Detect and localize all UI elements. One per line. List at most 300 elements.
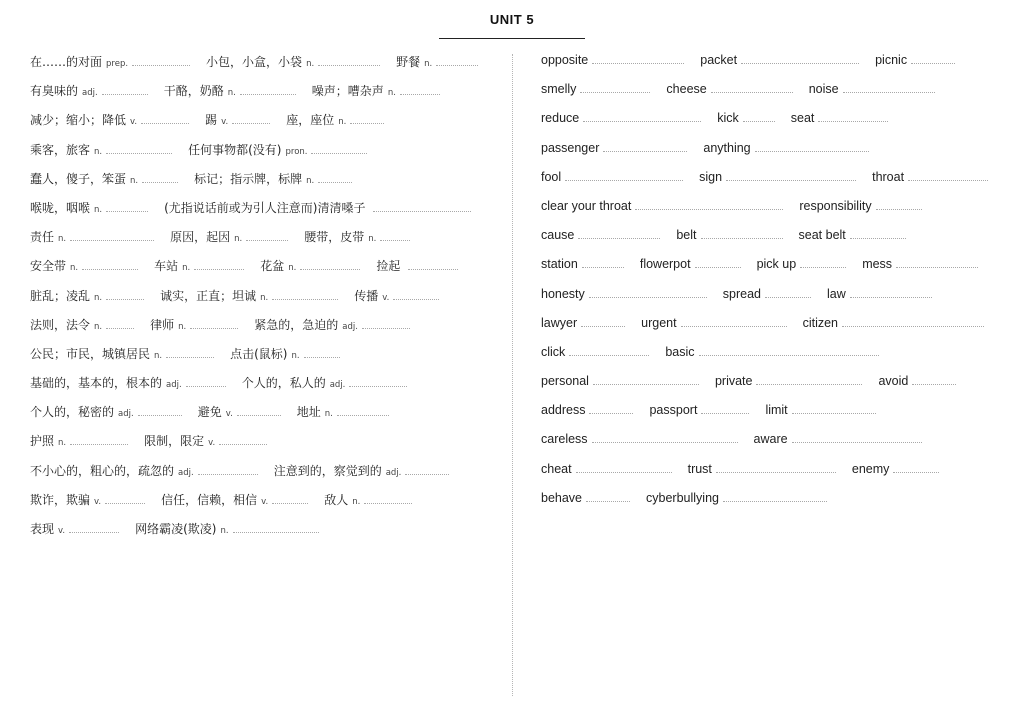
vocab-entry bbox=[827, 287, 932, 301]
vocab-entry bbox=[150, 316, 238, 333]
english-word: belt bbox=[676, 228, 697, 243]
vocab-entry bbox=[799, 228, 906, 242]
answer-blank[interactable] bbox=[70, 231, 154, 241]
vocab-entry bbox=[198, 403, 281, 420]
chinese-meaning: 标记；指示牌，标牌 bbox=[194, 171, 303, 186]
answer-blank[interactable] bbox=[194, 260, 244, 270]
chinese-meaning: 基础的，基本的，根本的 bbox=[30, 376, 163, 391]
vocab-row bbox=[541, 374, 1011, 403]
part-of-speech: v. bbox=[130, 117, 138, 128]
vocab-entry bbox=[170, 228, 288, 245]
chinese-meaning: 座，座位 bbox=[286, 113, 335, 128]
vocab-entry bbox=[30, 345, 214, 362]
vocab-entry bbox=[30, 520, 119, 537]
chinese-meaning: 网络霸凌(欺凌) bbox=[135, 522, 217, 536]
vocab-entry bbox=[260, 257, 360, 274]
english-word: pick up bbox=[756, 257, 797, 272]
part-of-speech: n. bbox=[387, 88, 396, 99]
vocab-entry bbox=[30, 170, 178, 187]
vocab-entry bbox=[809, 82, 935, 96]
english-column bbox=[541, 53, 1011, 520]
answer-blank[interactable] bbox=[699, 346, 879, 356]
chinese-meaning: 律师 bbox=[150, 317, 175, 332]
vocab-entry bbox=[754, 432, 922, 446]
vocab-entry bbox=[700, 53, 859, 67]
chinese-meaning: 蠢人，傻子，笨蛋 bbox=[30, 171, 127, 186]
answer-blank[interactable] bbox=[393, 290, 439, 300]
vocab-row bbox=[541, 82, 1011, 111]
vocab-entry bbox=[757, 257, 847, 271]
answer-blank[interactable] bbox=[896, 258, 978, 268]
english-word: sign bbox=[699, 169, 723, 184]
answer-blank[interactable] bbox=[593, 375, 699, 385]
answer-blank[interactable] bbox=[586, 492, 630, 502]
answer-blank[interactable] bbox=[743, 112, 775, 122]
part-of-speech: v. bbox=[261, 496, 269, 507]
answer-blank[interactable] bbox=[792, 404, 876, 414]
answer-blank[interactable] bbox=[711, 83, 793, 93]
answer-blank[interactable] bbox=[405, 465, 449, 475]
vocab-entry bbox=[312, 82, 440, 99]
english-word: cause bbox=[541, 228, 575, 243]
vocab-row bbox=[30, 520, 500, 549]
answer-blank[interactable] bbox=[850, 288, 932, 298]
vocab-entry bbox=[666, 82, 792, 96]
chinese-meaning: 传播 bbox=[354, 288, 379, 303]
answer-blank[interactable] bbox=[842, 317, 984, 327]
vocab-entry bbox=[30, 462, 258, 479]
chinese-meaning: 乘客，旅客 bbox=[30, 142, 91, 157]
english-word: aware bbox=[753, 432, 788, 447]
vocab-entry bbox=[230, 345, 339, 362]
part-of-speech: v. bbox=[382, 292, 390, 303]
answer-blank[interactable] bbox=[765, 288, 811, 298]
answer-blank[interactable] bbox=[106, 202, 148, 212]
answer-blank[interactable] bbox=[318, 173, 352, 183]
answer-blank[interactable] bbox=[318, 56, 380, 66]
english-word: law bbox=[827, 286, 846, 301]
vocab-entry bbox=[862, 257, 978, 271]
english-word: clear your throat bbox=[541, 198, 632, 213]
vocab-entry bbox=[286, 111, 384, 128]
english-word: citizen bbox=[802, 315, 839, 330]
answer-blank[interactable] bbox=[190, 319, 238, 329]
chinese-meaning: 原因，起因 bbox=[170, 230, 231, 245]
vocab-row bbox=[30, 345, 500, 374]
vocab-entry bbox=[665, 345, 878, 359]
chinese-meaning: 在……的对面 bbox=[30, 55, 103, 69]
vocab-entry bbox=[154, 257, 244, 274]
vocab-entry bbox=[30, 111, 189, 128]
chinese-meaning: 减少；缩小；降低 bbox=[30, 113, 127, 128]
part-of-speech: adj. bbox=[118, 409, 134, 420]
vocab-row bbox=[541, 432, 1011, 461]
vocab-row bbox=[30, 403, 500, 432]
answer-blank[interactable] bbox=[876, 200, 922, 210]
chinese-meaning: 法则，法令 bbox=[30, 317, 91, 332]
english-word: basic bbox=[665, 344, 695, 359]
english-word: limit bbox=[765, 403, 788, 418]
english-word: mess bbox=[862, 257, 893, 272]
chinese-meaning: 踢 bbox=[205, 113, 218, 128]
answer-blank[interactable] bbox=[373, 202, 471, 212]
vocab-entry bbox=[541, 316, 625, 330]
part-of-speech: adj. bbox=[82, 88, 98, 99]
answer-blank[interactable] bbox=[102, 85, 148, 95]
answer-blank[interactable] bbox=[581, 317, 625, 327]
vocab-entry bbox=[649, 403, 749, 417]
title-underline bbox=[439, 38, 585, 39]
vocab-row bbox=[30, 432, 500, 461]
vocab-entry bbox=[188, 141, 367, 158]
vocab-entry bbox=[30, 491, 145, 508]
part-of-speech: n. bbox=[58, 438, 67, 449]
part-of-speech: n. bbox=[291, 350, 300, 361]
vocab-entry bbox=[852, 462, 940, 476]
answer-blank[interactable] bbox=[337, 406, 389, 416]
vocab-row bbox=[541, 287, 1011, 316]
chinese-meaning: 敌人 bbox=[324, 492, 349, 507]
answer-blank[interactable] bbox=[246, 231, 288, 241]
vocab-entry bbox=[723, 287, 811, 301]
chinese-meaning: 欺诈，欺骗 bbox=[30, 492, 91, 507]
answer-blank[interactable] bbox=[580, 83, 650, 93]
answer-blank[interactable] bbox=[565, 171, 683, 181]
answer-blank[interactable] bbox=[908, 171, 988, 181]
answer-blank[interactable] bbox=[893, 463, 939, 473]
answer-blank[interactable] bbox=[756, 375, 862, 385]
vocab-entry bbox=[194, 170, 352, 187]
vocab-row bbox=[30, 316, 500, 345]
part-of-speech: n. bbox=[288, 263, 297, 274]
english-word: private bbox=[714, 374, 753, 389]
vocab-entry bbox=[541, 345, 649, 359]
vocab-row bbox=[30, 82, 500, 111]
part-of-speech: n. bbox=[178, 321, 187, 332]
english-word: careless bbox=[541, 432, 588, 447]
part-of-speech: n. bbox=[94, 292, 103, 303]
chinese-meaning: 地址 bbox=[296, 405, 321, 420]
vocab-entry bbox=[30, 403, 182, 420]
english-word: seat belt bbox=[798, 228, 846, 243]
english-word: fool bbox=[541, 169, 562, 184]
chinese-meaning: 不小心的，粗心的，疏忽的 bbox=[30, 463, 175, 478]
answer-blank[interactable] bbox=[82, 260, 138, 270]
answer-blank[interactable] bbox=[240, 85, 296, 95]
vocab-entry bbox=[765, 403, 875, 417]
english-word: enemy bbox=[851, 461, 890, 476]
english-word: avoid bbox=[878, 374, 909, 389]
answer-blank[interactable] bbox=[701, 229, 783, 239]
answer-blank[interactable] bbox=[106, 144, 172, 154]
answer-blank[interactable] bbox=[380, 231, 410, 241]
english-word: anything bbox=[703, 140, 751, 155]
chinese-meaning: 公民；市民，城镇居民 bbox=[30, 346, 151, 361]
part-of-speech: n. bbox=[70, 263, 79, 274]
page-title: UNIT 5 bbox=[489, 12, 535, 27]
english-word: packet bbox=[700, 53, 738, 67]
chinese-meaning: 腰带，皮带 bbox=[304, 230, 365, 245]
answer-blank[interactable] bbox=[69, 523, 119, 533]
chinese-meaning: 注意到的，察觉到的 bbox=[273, 463, 382, 478]
vocab-row bbox=[541, 228, 1011, 257]
answer-blank[interactable] bbox=[843, 83, 935, 93]
vocab-entry bbox=[242, 374, 408, 391]
answer-blank[interactable] bbox=[792, 433, 922, 443]
answer-blank[interactable] bbox=[142, 173, 178, 183]
answer-blank[interactable] bbox=[723, 492, 827, 502]
chinese-meaning: 安全带 bbox=[30, 259, 67, 274]
english-word: reduce bbox=[541, 111, 580, 126]
answer-blank[interactable] bbox=[272, 290, 338, 300]
chinese-meaning: 噪声；嘈杂声 bbox=[311, 84, 384, 99]
answer-blank[interactable] bbox=[818, 112, 888, 122]
english-word: honesty bbox=[541, 286, 585, 301]
part-of-speech: n. bbox=[424, 59, 433, 69]
vocab-entry bbox=[791, 111, 889, 125]
answer-blank[interactable] bbox=[716, 463, 836, 473]
english-word: cheese bbox=[666, 82, 707, 97]
vocab-entry bbox=[541, 374, 699, 388]
vocab-row bbox=[30, 170, 500, 199]
chinese-meaning: 个人的，秘密的 bbox=[30, 405, 115, 420]
vocab-row bbox=[30, 228, 500, 257]
answer-blank[interactable] bbox=[592, 433, 738, 443]
vocab-entry bbox=[396, 53, 478, 70]
english-word: cheat bbox=[541, 461, 572, 476]
answer-blank[interactable] bbox=[232, 114, 270, 124]
chinese-meaning: 有臭味的 bbox=[30, 84, 79, 99]
chinese-meaning: 个人的，私人的 bbox=[241, 376, 326, 391]
answer-blank[interactable] bbox=[726, 171, 856, 181]
vocab-entry bbox=[541, 170, 683, 184]
answer-blank[interactable] bbox=[300, 260, 360, 270]
chinese-meaning: 小包，小盒，小袋 bbox=[206, 55, 303, 69]
english-word: station bbox=[541, 257, 578, 272]
vocab-row bbox=[541, 316, 1011, 345]
chinese-meaning: 花盆 bbox=[260, 259, 285, 274]
english-word: opposite bbox=[541, 53, 589, 67]
part-of-speech: n. bbox=[260, 292, 269, 303]
answer-blank[interactable] bbox=[138, 406, 182, 416]
english-word: throat bbox=[872, 169, 905, 184]
answer-blank[interactable] bbox=[635, 200, 783, 210]
english-word: passenger bbox=[541, 140, 600, 155]
vocab-entry bbox=[541, 462, 672, 476]
part-of-speech: v. bbox=[208, 438, 216, 449]
part-of-speech: n. bbox=[182, 263, 191, 274]
vocab-row bbox=[30, 462, 500, 491]
vocab-entry bbox=[541, 228, 660, 242]
vocab-entry bbox=[206, 53, 380, 70]
part-of-speech: prep. bbox=[106, 59, 129, 69]
vocab-entry bbox=[254, 316, 410, 333]
answer-blank[interactable] bbox=[569, 346, 649, 356]
answer-blank[interactable] bbox=[603, 142, 687, 152]
english-word: noise bbox=[808, 82, 839, 97]
part-of-speech: n. bbox=[368, 234, 377, 245]
answer-blank[interactable] bbox=[141, 114, 189, 124]
vocab-entry bbox=[799, 199, 921, 213]
vocab-entry bbox=[297, 403, 389, 420]
answer-blank[interactable] bbox=[436, 56, 478, 66]
answer-blank[interactable] bbox=[583, 112, 701, 122]
vocab-entry bbox=[30, 199, 148, 216]
answer-blank[interactable] bbox=[364, 494, 412, 504]
vocab-row bbox=[541, 199, 1011, 228]
answer-blank[interactable] bbox=[850, 229, 906, 239]
english-word: responsibility bbox=[799, 198, 872, 213]
answer-blank[interactable] bbox=[349, 377, 407, 387]
answer-blank[interactable] bbox=[237, 406, 281, 416]
answer-blank[interactable] bbox=[701, 404, 749, 414]
vocab-row bbox=[30, 53, 500, 82]
vocab-entry bbox=[640, 257, 741, 271]
vocab-entry bbox=[30, 316, 134, 333]
vocab-entry bbox=[30, 82, 148, 99]
part-of-speech: n. bbox=[220, 526, 229, 536]
part-of-speech: v. bbox=[94, 496, 102, 507]
answer-blank[interactable] bbox=[695, 258, 741, 268]
part-of-speech: n. bbox=[306, 175, 315, 186]
vocab-row bbox=[30, 374, 500, 403]
chinese-meaning: 喉咙，咽喉 bbox=[30, 200, 91, 215]
answer-blank[interactable] bbox=[589, 404, 633, 414]
chinese-meaning: 野餐 bbox=[396, 55, 421, 69]
vocab-entry bbox=[274, 462, 450, 479]
chinese-meaning: 紧急的，急迫的 bbox=[254, 317, 339, 332]
vocab-entry bbox=[541, 199, 783, 213]
chinese-meaning: 任何事物都(没有) bbox=[188, 142, 282, 157]
part-of-speech: n. bbox=[306, 59, 315, 69]
answer-blank[interactable] bbox=[578, 229, 660, 239]
part-of-speech: pron. bbox=[285, 146, 308, 157]
answer-blank[interactable] bbox=[911, 54, 955, 64]
chinese-meaning: (尤指说话前或为引人注意而)清清嗓子 bbox=[164, 200, 366, 215]
chinese-meaning: 避免 bbox=[197, 405, 222, 420]
answer-blank[interactable] bbox=[408, 260, 458, 270]
vocab-entry bbox=[541, 82, 650, 96]
answer-blank[interactable] bbox=[576, 463, 672, 473]
part-of-speech: adj. bbox=[342, 321, 358, 332]
part-of-speech: n. bbox=[58, 234, 67, 245]
part-of-speech: n. bbox=[94, 204, 103, 215]
vocab-entry bbox=[717, 111, 775, 125]
part-of-speech: n. bbox=[352, 496, 361, 507]
vocab-entry bbox=[541, 287, 707, 301]
vocab-entry bbox=[161, 491, 308, 508]
answer-blank[interactable] bbox=[106, 290, 144, 300]
answer-blank[interactable] bbox=[800, 258, 846, 268]
vocab-entry bbox=[30, 141, 172, 158]
answer-blank[interactable] bbox=[362, 319, 410, 329]
answer-blank[interactable] bbox=[589, 288, 707, 298]
vocab-row bbox=[30, 199, 500, 228]
chinese-meaning: 诚实，正直；坦诚 bbox=[160, 288, 257, 303]
vocab-row bbox=[541, 345, 1011, 374]
part-of-speech: v. bbox=[58, 526, 66, 536]
part-of-speech: n. bbox=[154, 350, 163, 361]
vocab-entry bbox=[376, 257, 458, 274]
vocab-entry bbox=[30, 432, 128, 449]
part-of-speech: n. bbox=[130, 175, 139, 186]
answer-blank[interactable] bbox=[233, 523, 319, 533]
chinese-meaning: 捡起 bbox=[376, 259, 401, 274]
part-of-speech: n. bbox=[338, 117, 347, 128]
chinese-column bbox=[30, 53, 500, 549]
vocab-entry bbox=[30, 257, 138, 274]
part-of-speech: adj. bbox=[385, 467, 402, 478]
answer-blank[interactable] bbox=[105, 494, 145, 504]
vocab-entry bbox=[164, 199, 471, 216]
vocab-row bbox=[541, 462, 1011, 491]
vocab-row bbox=[541, 170, 1011, 199]
vocab-entry bbox=[354, 287, 439, 304]
vocab-row bbox=[541, 257, 1011, 286]
vocab-entry bbox=[646, 491, 827, 505]
vocab-entry bbox=[541, 432, 738, 446]
answer-blank[interactable] bbox=[166, 348, 214, 358]
answer-blank[interactable] bbox=[198, 465, 258, 475]
chinese-meaning: 脏乱；凌乱 bbox=[30, 288, 91, 303]
answer-blank[interactable] bbox=[350, 114, 384, 124]
chinese-meaning: 责任 bbox=[30, 230, 55, 245]
answer-blank[interactable] bbox=[681, 317, 787, 327]
english-word: urgent bbox=[641, 315, 677, 330]
answer-blank[interactable] bbox=[106, 319, 134, 329]
vocab-entry bbox=[30, 53, 190, 70]
answer-blank[interactable] bbox=[70, 435, 128, 445]
chinese-meaning: 限制，限定 bbox=[144, 434, 205, 449]
answer-blank[interactable] bbox=[741, 54, 859, 64]
vocab-entry bbox=[205, 111, 270, 128]
vocab-entry bbox=[541, 257, 624, 271]
vocab-row bbox=[541, 111, 1011, 140]
answer-blank[interactable] bbox=[582, 258, 624, 268]
answer-blank[interactable] bbox=[272, 494, 308, 504]
english-word: kick bbox=[717, 111, 739, 126]
vocab-entry bbox=[30, 228, 154, 245]
answer-blank[interactable] bbox=[132, 56, 190, 66]
vocab-row bbox=[541, 141, 1011, 170]
answer-blank[interactable] bbox=[186, 377, 226, 387]
english-word: flowerpot bbox=[639, 257, 691, 272]
answer-blank[interactable] bbox=[912, 375, 956, 385]
vocab-row bbox=[541, 53, 1011, 82]
english-word: passport bbox=[649, 403, 698, 418]
chinese-meaning: 护照 bbox=[30, 434, 55, 449]
english-word: spread bbox=[722, 286, 762, 301]
answer-blank[interactable] bbox=[219, 435, 267, 445]
answer-blank[interactable] bbox=[311, 144, 367, 154]
chinese-meaning: 信任，信赖，相信 bbox=[161, 492, 258, 507]
answer-blank[interactable] bbox=[304, 348, 340, 358]
english-word: cyberbullying bbox=[646, 490, 719, 505]
vocab-row bbox=[541, 491, 1011, 520]
part-of-speech: v. bbox=[225, 409, 233, 420]
english-word: picnic bbox=[875, 53, 908, 67]
part-of-speech: v. bbox=[221, 117, 229, 128]
vocab-entry bbox=[541, 403, 633, 417]
vocab-entry bbox=[878, 374, 956, 388]
answer-blank[interactable] bbox=[592, 54, 684, 64]
answer-blank[interactable] bbox=[400, 85, 440, 95]
english-word: trust bbox=[687, 461, 712, 476]
part-of-speech: n. bbox=[94, 321, 103, 332]
answer-blank[interactable] bbox=[755, 142, 869, 152]
english-word: personal bbox=[541, 374, 589, 389]
english-word: smelly bbox=[541, 82, 577, 97]
